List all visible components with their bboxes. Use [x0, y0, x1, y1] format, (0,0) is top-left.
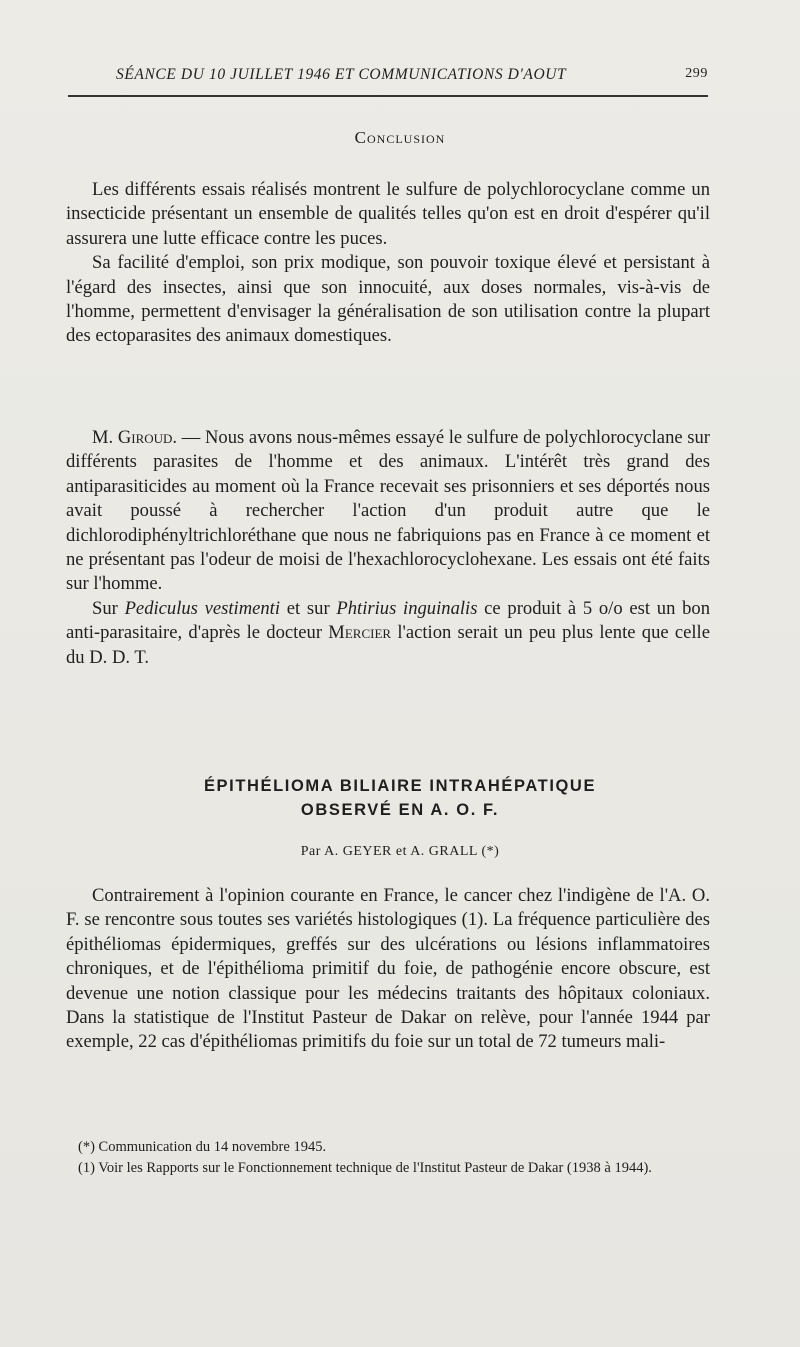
giroud-p2-text-a: Sur: [92, 597, 125, 619]
footnotes: [66, 1137, 716, 1179]
article-title-line-2: OBSERVÉ EN A. O. F.: [300, 801, 500, 819]
conclusion-paragraph-1: Les différents essais réalisés montrent le sulfure de polychlorocyclane comme un insecticide présentant un ensemble de qualités telles qu'on est en droit d'espérer qu'il assurera une lutte efficace contre les puces.: [66, 179, 710, 249]
section-title-conclusion: Conclusion: [354, 128, 446, 147]
article-title-line-1: ÉPITHÉLIOMA BILIAIRE INTRAHÉPATIQUE: [203, 777, 597, 795]
giroud-text: — Nous avons nous-mêmes essayé le sulfure de polychlorocyclane sur différents parasites de l'homme et des animaux. L'intérêt très grand des antiparasiticides au moment où la France recevait ses prisonniers et ses déportés nous avait poussé à rechercher l'action d'un produit autre que le dichlorodiphényltrichloréthane que nous ne fabriquions pas en France à ce moment et ne présentant pas l'odeur de moisi de l'hexachlorocyclohexane. Les essais ont été faits sur l'homme.: [66, 427, 710, 595]
species-name-1: Pediculus vestimenti: [124, 597, 281, 619]
giroud-comment: [66, 426, 710, 670]
footnote-1: (*) Communication du 14 novembre 1945.: [78, 1139, 327, 1155]
page-number: 299: [685, 66, 708, 81]
species-name-2: Phtirius inguinalis: [336, 597, 478, 619]
doctor-name: Mercier: [328, 622, 392, 644]
speaker-name: M. Giroud.: [92, 427, 178, 448]
giroud-p2-text-b: et sur: [280, 597, 337, 619]
article-body: [66, 884, 710, 1055]
running-header: [68, 62, 708, 90]
giroud-p2-text-d: l'action serait un peu plus lente que celle du D. D. T.: [66, 622, 710, 668]
giroud-p2-text-c: ce produit à 5 o/o est un bon anti-parasitaire, d'après le docteur: [66, 597, 710, 644]
conclusion-body: [66, 178, 710, 349]
article-paragraph-1: Contrairement à l'opinion courante en France, le cancer chez l'indigène de l'A. O. F. se rencontre sous toutes ses variétés histologiques (1). La fréquence particulière des épithéliomas épidermiques, greffés sur des ulcérations ou lésions inflammatoires chroniques, et de l'épithélioma primitif du foie, de pathogénie encore obscure, est devenue une notion classique pour les médecins traitants des hôpitaux coloniaux. Dans la statistique de l'Institut Pasteur de Dakar on relève, pour l'année 1944 par exemple, 22 cas d'épithéliomas primitifs du foie sur un total de 72 tumeurs mali-: [66, 885, 710, 1053]
article-title: [0, 774, 800, 822]
giroud-paragraph-2: [66, 597, 710, 670]
header-rule: [68, 95, 708, 97]
footnote-2: (1) Voir les Rapports sur le Fonctionnement technique de l'Institut Pasteur de Dakar (1938 à 1944).: [78, 1160, 652, 1176]
giroud-paragraph-1: [66, 426, 710, 597]
article-byline: Par A. GEYER et A. GRALL (*): [300, 844, 500, 859]
conclusion-paragraph-2: Sa facilité d'emploi, son prix modique, son pouvoir toxique élevé et persistant à l'égard des insectes, ainsi que son innocuité, aux doses normales, vis-à-vis de l'homme, permettent d'envisager la généralisation de son utilisation contre la plupart des ectoparasites des animaux domestiques.: [66, 252, 710, 347]
running-title: SÉANCE DU 10 JUILLET 1946 ET COMMUNICATIONS D'AOUT: [116, 66, 567, 83]
